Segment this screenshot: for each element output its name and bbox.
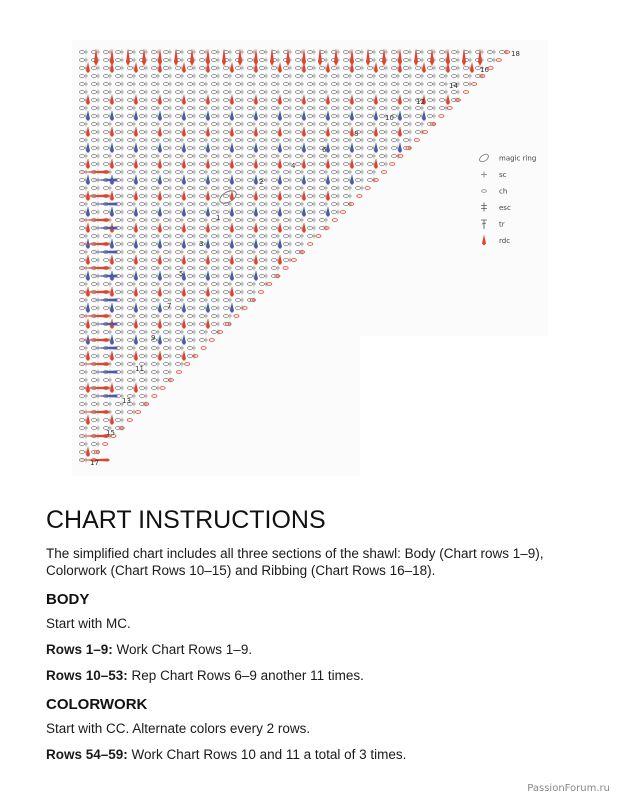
row-number: 7	[167, 302, 172, 310]
legend-label: rdc	[499, 237, 511, 245]
legend-label: magic ring	[499, 154, 537, 163]
body-start: Start with MC.	[46, 616, 131, 631]
row-number: 17	[90, 459, 99, 467]
row-number: 10	[385, 114, 394, 122]
instructions-section	[46, 500, 596, 772]
watermark: PassionForum.ru	[527, 783, 610, 794]
row-number: 1	[216, 214, 221, 222]
step-label: Rows 54–59:	[46, 747, 128, 762]
legend-label: sc	[499, 171, 507, 179]
row-number: 15	[106, 429, 115, 437]
step-text: Work Chart Rows 1–9.	[112, 642, 253, 657]
body-step	[46, 641, 596, 658]
row-number: 12	[416, 98, 425, 106]
step-label: Rows 10–53:	[46, 668, 128, 683]
row-number: 8	[354, 130, 359, 138]
row-number: 11	[135, 365, 144, 373]
row-number: 14	[449, 82, 458, 90]
row-number: 16	[480, 66, 489, 74]
row-number: 13	[122, 397, 131, 405]
row-number: 5	[179, 270, 184, 278]
legend-label: tr	[499, 220, 505, 229]
colorwork-start: Start with CC. Alternate colors every 2 rows.	[46, 721, 311, 736]
legend-label: esc	[499, 204, 511, 212]
row-number: 2	[259, 178, 264, 186]
page-title: CHART INSTRUCTIONS	[46, 506, 326, 534]
intro-paragraph: The simplified chart includes all three sections of the shawl: Body (Chart rows 1–9), Colorwork (Chart Rows 10–15) and Ribbing (Chart Rows 16–18).	[46, 546, 544, 578]
row-number: 18	[511, 50, 520, 58]
step-label: Rows 1–9:	[46, 642, 113, 657]
row-number: 6	[322, 146, 327, 154]
step-text: Work Chart Rows 10 and 11 a total of 3 times.	[127, 747, 407, 762]
row-number: 4	[291, 162, 296, 170]
row-number: 9	[151, 334, 156, 342]
row-number: 3	[199, 240, 204, 248]
body-heading: BODY	[46, 591, 90, 608]
body-step	[46, 667, 596, 684]
chart-background-lower	[72, 336, 360, 476]
legend-label: ch	[499, 187, 508, 196]
colorwork-step	[46, 746, 596, 763]
colorwork-heading: COLORWORK	[46, 696, 148, 713]
step-text: Rep Chart Rows 6–9 another 11 times.	[127, 668, 364, 683]
